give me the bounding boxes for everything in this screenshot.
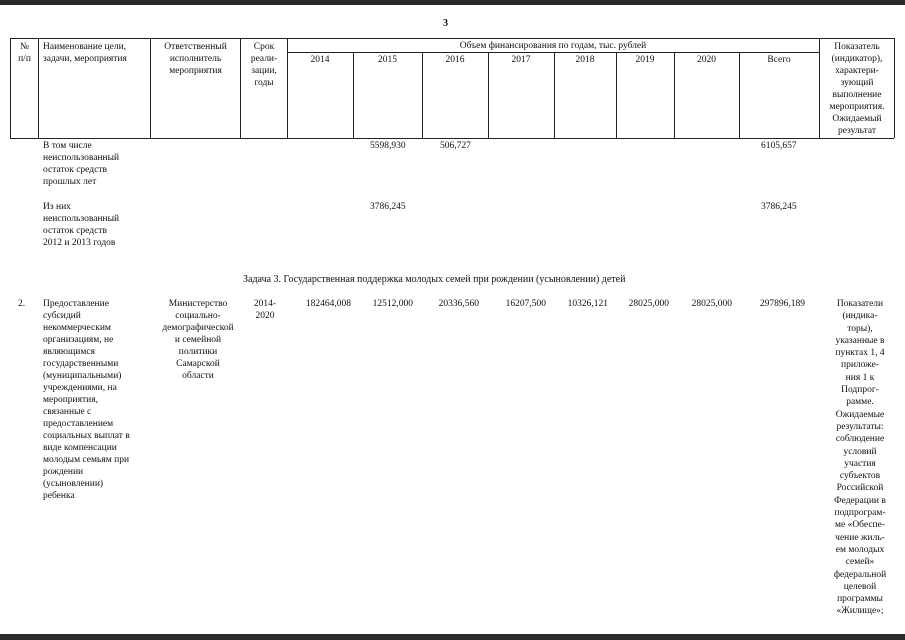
row2-2020: 28025,000 (691, 299, 732, 309)
header-funding-title: Объем финансирования по годам, тыс. рублей (459, 41, 647, 51)
header-top-rule (10, 38, 894, 39)
page-number: 3 (443, 18, 448, 29)
row2-indicator: Показатели (индика- торы), указанные в пунктах 1, 4 приложе- ния 1 к Подпрог- рамме. Ожидаемые результаты: соблюдение условий участия субъектов Российской Федерации в подпрограм- ме «Обеспе- чение жиль- ем молодых семей» федеральной целевой программы «Жилище»; (833, 299, 887, 617)
row-a-name: В том числе неиспользованный остаток средств прошлых лет (43, 141, 120, 187)
header-year-2017: 2017 (511, 55, 531, 65)
header-year-2015: 2015 (378, 55, 397, 65)
row2-2017: 16207,500 (505, 299, 546, 309)
row2-2019: 28025,000 (628, 299, 669, 309)
header-indicator: Показатель (индикатор), характери- зующий выполнение мероприятия. Ожидаемый результат (829, 42, 885, 136)
header-total: Всего (767, 55, 791, 65)
row2-2016: 20336,560 (438, 299, 479, 309)
header-term: Срок реали- зации, годы (250, 42, 278, 88)
row2-total: 297896,189 (759, 299, 805, 309)
row-a-total: 6105,657 (761, 141, 797, 151)
row2-2018: 10326,121 (567, 299, 608, 309)
row2-term: 2014- 2020 (253, 299, 277, 321)
row2-name: Предоставление субсидий некоммерческим организациям, не являющимся государственными (муниципальными) учреждениями, на мероприятия, связанные с предоставлением социальных выплат в виде компенсации молодым семьям при рождении (усыновлении) ребенка (43, 299, 130, 501)
row-b-2015: 3786,245 (370, 202, 406, 212)
header-name: Наименование цели, задачи, мероприятия (43, 42, 127, 64)
top-scan-border (0, 0, 905, 5)
header-year-2016: 2016 (445, 55, 465, 65)
row-b-total: 3786,245 (761, 202, 797, 212)
task-heading: Задача 3. Государственная поддержка молодых семей при рождении (усыновлении) детей (243, 274, 626, 285)
row2-num: 2. (18, 299, 26, 309)
header-year-2014: 2014 (310, 55, 330, 65)
row2-responsible: Министерство социально- демографической и семейной политики Самарской области (162, 299, 234, 381)
header-num: № п/п (18, 42, 31, 64)
header-year-2019: 2019 (635, 55, 655, 65)
header-year-2018: 2018 (575, 55, 595, 65)
header-bottom-rule (10, 138, 894, 139)
row-a-2015: 5598,930 (370, 141, 406, 151)
row2-2014: 182464,008 (305, 299, 351, 309)
row-a-2016: 506,727 (440, 141, 471, 151)
row2-2015: 12512,000 (372, 299, 413, 309)
header-responsible: Ответственный исполнитель мероприятия (164, 42, 227, 76)
header-year-2020: 2020 (697, 55, 716, 65)
bottom-scan-border (0, 634, 905, 640)
row-b-name: Из них неиспользованный остаток средств 2012 и 2013 годов (43, 202, 120, 248)
